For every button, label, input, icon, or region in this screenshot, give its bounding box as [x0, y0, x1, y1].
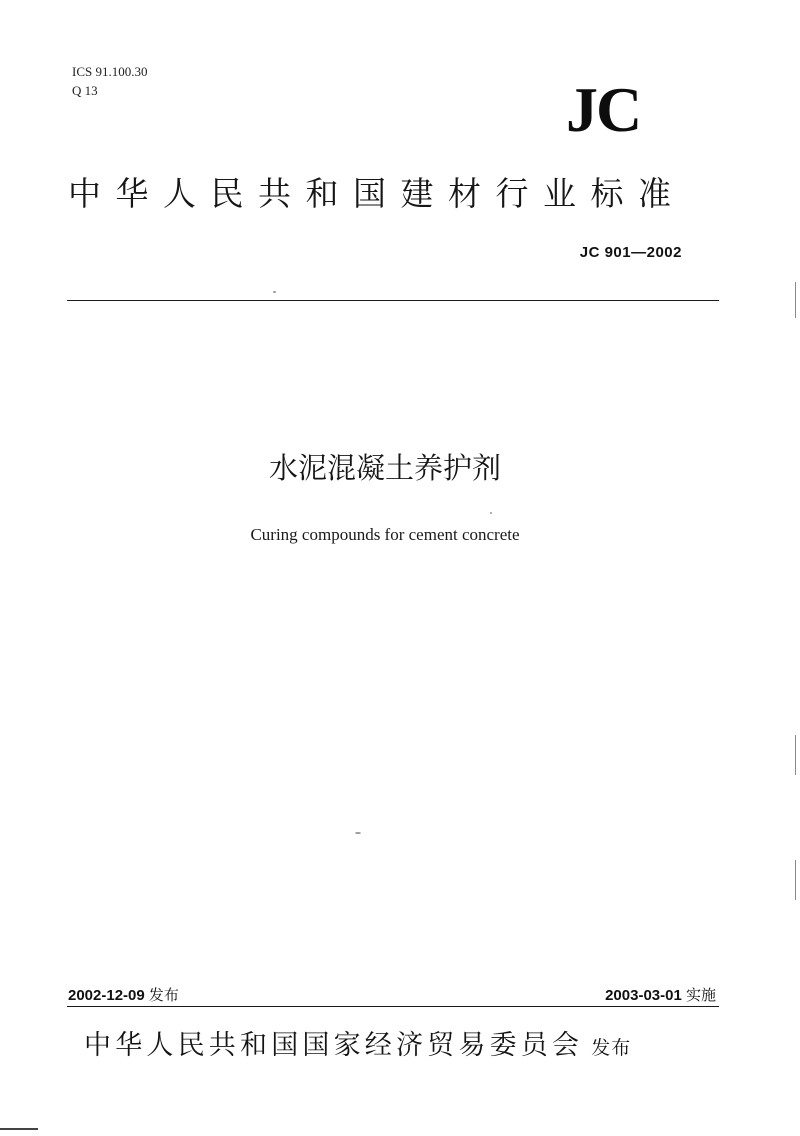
issuing-authority — [84, 1026, 704, 1068]
scan-speck — [273, 291, 276, 293]
jc-logo: JC — [566, 74, 641, 145]
implementation-label: 实施 — [685, 986, 716, 1004]
scan-edge-mark — [795, 282, 796, 318]
issuer-name: 中华人民共和国国家经济贸易委员会 — [84, 1030, 584, 1061]
scan-corner-mark — [0, 1128, 38, 1130]
scan-speck — [355, 832, 361, 834]
scan-edge-mark — [795, 860, 796, 900]
ics-code: ICS 91.100.30 — [72, 64, 148, 79]
scan-edge-mark — [795, 735, 796, 775]
header-divider — [67, 300, 719, 301]
issue-date-block — [68, 985, 179, 1006]
issuer-label: 发布 — [591, 1037, 632, 1059]
classification-codes — [72, 62, 147, 100]
document-title-english: Curing compounds for cement concrete — [250, 525, 520, 544]
issue-label: 发布 — [148, 986, 179, 1004]
issue-date: 2002-12-09 — [68, 987, 145, 1004]
footer-divider — [67, 1006, 719, 1007]
implementation-date: 2003-03-01 — [605, 987, 682, 1004]
standard-category-title: 中华人民共和国建材行业标准 — [68, 174, 686, 213]
scan-speck — [490, 512, 492, 514]
standard-number: JC 901—2002 — [579, 244, 682, 261]
ccs-code: Q 13 — [72, 83, 98, 98]
implementation-date-block — [605, 985, 716, 1006]
document-title-chinese: 水泥混凝土养护剂 — [268, 451, 501, 485]
